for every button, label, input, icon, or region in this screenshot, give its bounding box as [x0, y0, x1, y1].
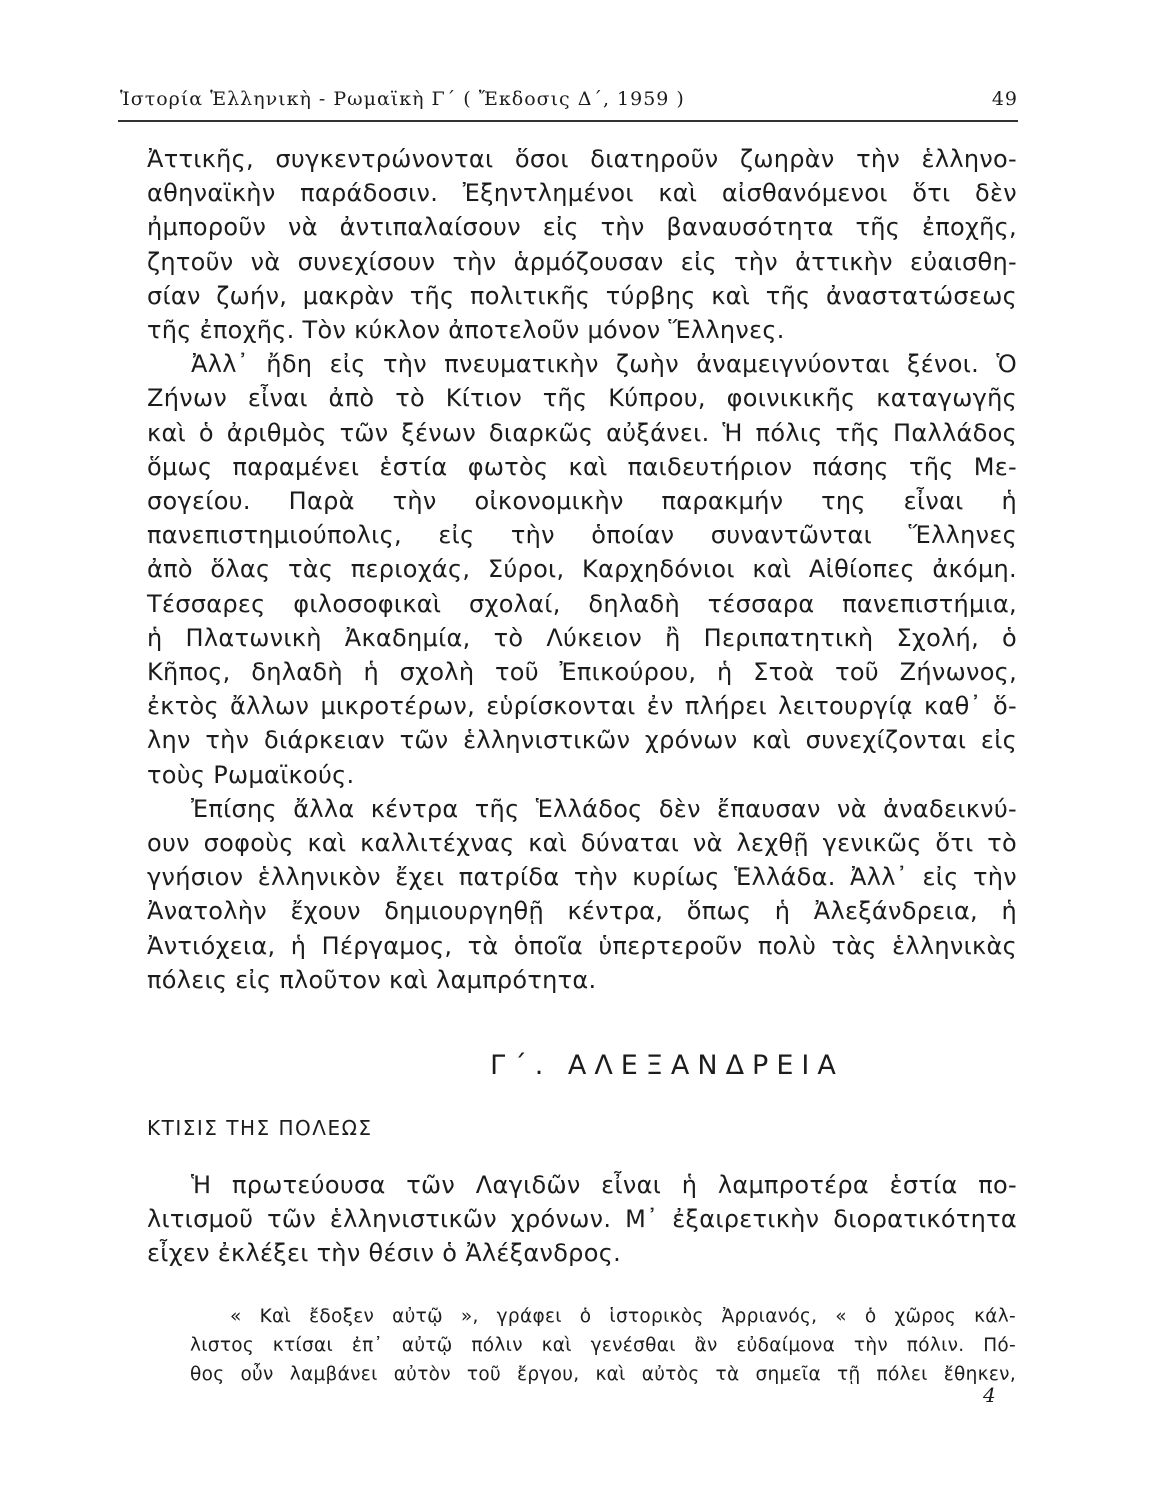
- text-line: Ἀττικῆς, συγκεντρώνονται ὅσοι διατηροῦν ζωηρὰν τὴν ἑλληνο-: [147, 145, 1017, 173]
- page-number: 49: [991, 88, 1018, 110]
- section-text: [147, 1168, 1017, 1271]
- header-rule: [118, 120, 1018, 122]
- text-line: Ἀνατολὴν ἔχουν δημιουργηθῇ κέντρα, ὅπως ἡ Ἀλεξάνδρεια, ἡ: [147, 897, 1017, 926]
- text-line: ἡ Πλατωνικὴ Ἀκαδημία, τὸ Λύκειον ἢ Περιπατητικὴ Σχολή, ὁ: [147, 623, 1017, 652]
- text-line: ουν σοφοὺς καὶ καλλιτέχνας καὶ δύναται νὰ λεχθῇ γενικῶς ὅτι τὸ: [147, 829, 1017, 858]
- text-line: τῆς ἐποχῆς. Τὸν κύκλον ἀποτελοῦν μόνον Ἕλληνες.: [147, 316, 785, 345]
- text-line: πόλεις εἰς πλοῦτον καὶ λαμπρότητα.: [147, 965, 597, 994]
- text-line: ὅμως παραμένει ἑστία φωτὸς καὶ παιδευτήριον πάσης τῆς Με-: [147, 452, 1017, 481]
- running-head-title: Ἱστορία Ἑλληνικὴ - Ρωμαϊκὴ Γ΄ ( Ἔκδοσις Δ΄, 1959 ): [120, 88, 685, 110]
- text-line: λιτισμοῦ τῶν ἑλληνιστικῶν χρόνων. Μ᾽ ἐξαιρετικὴν διορατικότητα: [147, 1205, 1017, 1234]
- text-line: αθηναϊκὴν παράδοσιν. Ἐξηντλημένοι καὶ αἰσθανόμενοι ὅτι δὲν: [147, 179, 1017, 208]
- text-line: πανεπιστημιούπολις, εἰς τὴν ὁποίαν συναντῶνται Ἕλληνες: [147, 521, 1017, 550]
- text-line: Τέσσαρες φιλοσοφικαὶ σχολαί, δηλαδὴ τέσσαρα πανεπιστήμια,: [147, 589, 1017, 618]
- text-line: σογείου. Παρὰ τὴν οἰκονομικὴν παρακμήν της εἶναι ἡ: [147, 487, 1017, 516]
- text-line: ἀπὸ ὅλας τὰς περιοχάς, Σύροι, Καρχηδόνιοι καὶ Αἰθίοπες ἀκόμη.: [147, 555, 1017, 584]
- section-subheading: ΚΤΙΣΙΣ ΤΗΣ ΠΟΛΕΩΣ: [147, 1116, 373, 1140]
- text-line: ζητοῦν νὰ συνεχίσουν τὴν ἁρμόζουσαν εἰς τὴν ἀττικὴν εὐαισθη-: [147, 247, 1017, 276]
- quote-line: λιστος κτίσαι ἐπ᾽ αὐτῷ πόλιν καὶ γενέσθαι ἂν εὐδαίμονα τὴν πόλιν. Πό-: [190, 1335, 1016, 1356]
- main-text: [147, 142, 1017, 997]
- running-head: [120, 80, 1020, 120]
- text-line: Ἀντιόχεια, ἡ Πέργαμος, τὰ ὁποῖα ὑπερτεροῦν πολὺ τὰς ἑλληνικὰς: [147, 931, 1017, 960]
- signature-mark: 4: [983, 1383, 996, 1407]
- text-line: Ἡ πρωτεύουσα τῶν Λαγιδῶν εἶναι ἡ λαμπροτέρα ἑστία πο-: [191, 1171, 1017, 1199]
- paragraph-2: [147, 347, 1017, 792]
- text-line: σίαν ζωήν, μακρὰν τῆς πολιτικῆς τύρβης καὶ τῆς ἀναστατώσεως: [147, 281, 1017, 310]
- text-line: γνήσιον ἑλληνικὸν ἔχει πατρίδα τὴν κυρίως Ἑλλάδα. Ἀλλ᾽ εἰς τὴν: [147, 863, 1017, 892]
- text-line: Ἀλλ᾽ ἤδη εἰς τὴν πνευματικὴν ζωὴν ἀναμειγνύονται ξένοι. Ὁ: [191, 350, 1017, 379]
- text-line: λην τὴν διάρκειαν τῶν ἑλληνιστικῶν χρόνων καὶ συνεχίζονται εἰς: [147, 726, 1017, 755]
- quote-line: θος οὖν λαμβάνει αὐτὸν τοῦ ἔργου, καὶ αὐτὸς τὰ σημεῖα τῇ πόλει ἔθηκεν,: [190, 1364, 1016, 1385]
- paragraph-3: [147, 792, 1017, 997]
- text-line: ἠμποροῦν νὰ ἀντιπαλαίσουν εἰς τὴν βαναυσότητα τῆς ἐποχῆς,: [147, 213, 1017, 242]
- section-heading: Γ΄. ΑΛΕΞΑΝΔΡΕΙΑ: [490, 1050, 844, 1081]
- paragraph-1: [147, 142, 1017, 347]
- section-paragraph: [147, 1168, 1017, 1271]
- text-line: εἶχεν ἐκλέξει τὴν θέσιν ὁ Ἀλέξανδρος.: [147, 1239, 622, 1268]
- quote-line: « Καὶ ἔδοξεν αὐτῷ », γράφει ὁ ἱστορικὸς Ἀρριανός, « ὁ χῶρος κάλ-: [230, 1306, 1016, 1327]
- text-line: τοὺς Ρωμαϊκούς.: [147, 760, 355, 789]
- text-line: ἐκτὸς ἄλλων μικροτέρων, εὑρίσκονται ἐν πλήρει λειτουργίᾳ καθ᾽ ὅ-: [147, 692, 1017, 721]
- block-quote: [190, 1302, 1016, 1389]
- text-line: Ἐπίσης ἄλλα κέντρα τῆς Ἑλλάδος δὲν ἔπαυσαν νὰ ἀναδεικνύ-: [191, 794, 1017, 823]
- text-line: Κῆπος, δηλαδὴ ἡ σχολὴ τοῦ Ἐπικούρου, ἡ Στοὰ τοῦ Ζήνωνος,: [147, 658, 1017, 687]
- text-line: καὶ ὁ ἀριθμὸς τῶν ξένων διαρκῶς αὐξάνει. Ἡ πόλις τῆς Παλλάδος: [147, 418, 1017, 447]
- text-line: Ζήνων εἶναι ἀπὸ τὸ Κίτιον τῆς Κύπρου, φοινικικῆς καταγωγῆς: [147, 384, 1017, 413]
